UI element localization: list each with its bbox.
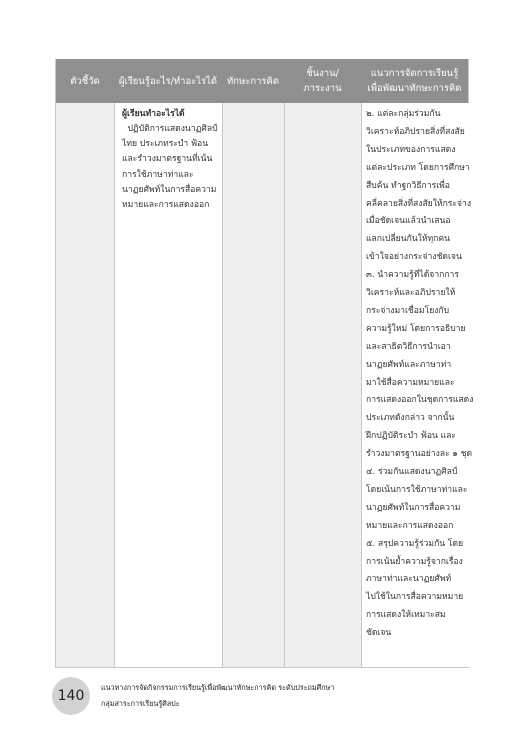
text-line: คลี่คลายสิ่งที่สงสัยให้กระจ่าง — [366, 198, 472, 209]
header-tasks: ชิ้นงาน/ ภาระงาน — [303, 68, 342, 94]
header-learning-approach: แนวการจัดการเรียนรู้ เพื่อพัฒนาทักษะการคิด — [367, 68, 462, 94]
text-line: นาฏยศัพท์และภาษาท่า — [366, 359, 452, 370]
text-line: และสาธิตวิธีการนำเอา — [366, 341, 451, 352]
text-line: ๒. แต่ละกลุ่มร่วมกัน — [366, 109, 441, 119]
text-line: ภาษาท่าและนาฏยศัพท์ — [366, 574, 452, 585]
text-line: เมื่อชัดเจนแล้วนำเสนอ — [366, 216, 451, 227]
text-line: แลกเปลี่ยนกันให้ทุกคน — [366, 234, 451, 245]
text-line: โดยเน้นการใช้ภาษาท่าและ — [366, 484, 468, 495]
column-thinking-skills — [222, 103, 285, 667]
text-line: หมายและการแสดงออก — [366, 520, 454, 531]
text-line: การแสดงให้เหมาะสม — [366, 610, 446, 621]
header-indicator: ตัวชี้วัด — [70, 75, 100, 87]
text-line: ในประเภทของการแสดง — [366, 144, 456, 155]
footer-subtitle: กลุ่มสาระการเรียนรู้ศิลปะ — [101, 699, 180, 708]
text-line: ความรู้ใหม่ โดยการอธิบาย — [366, 323, 466, 334]
header-thinking-skills: ทักษะการคิด — [226, 75, 280, 87]
text-line: แต่ละประเภท โดยการศึกษา — [366, 162, 470, 173]
text-line: ไปใช้ในการสื่อความหมาย — [366, 592, 464, 603]
text-line: ๔. ร่วมกันแสดงนาฏศิลป์ — [366, 467, 458, 477]
text-line: ฝึกปฏิบัติระบำ ฟ้อน และ — [366, 431, 457, 442]
text-line: ๓. นำความรู้ที่ได้จากการ — [366, 270, 459, 281]
lesson-table — [55, 59, 474, 668]
text-line: ประเภทดังกล่าว จากนั้น — [366, 413, 455, 424]
text-line: การใช้ภาษาท่าและ — [122, 169, 194, 180]
cell-heading: ผู้เรียนทำอะไรได้ — [122, 109, 185, 119]
text-line: นาฏยศัพท์ในการสื่อความ — [366, 502, 461, 513]
text-line: ๕. สรุปความรู้ร่วมกัน โดย — [366, 538, 464, 549]
text-line: วิเคราะห์และอภิปรายให้ — [366, 288, 456, 298]
text-line: นาฏยศัพท์ในการสื่อความ — [122, 184, 217, 195]
text-line: การเน้นย้ำความรู้จากเรื่อง — [366, 556, 463, 567]
page-number: 140 — [57, 688, 85, 704]
text-line: กระจ่างมาเชื่อมโยงกับ — [366, 305, 450, 316]
text-line: การแสดงออกในชุดการแสดง — [366, 395, 474, 406]
text-line: ชัดเจน — [366, 628, 392, 639]
column-tasks — [284, 103, 362, 667]
text-line: หมายและการแสดงออก — [122, 200, 210, 210]
text-line: รำวงมาตรฐานอย่างละ ๑ ชุด — [366, 449, 473, 460]
header-what-learners-can-do: ผู้เรียนรู้อะไร/ทำอะไรได้ — [118, 75, 218, 87]
text-line: สืบค้น ทำฐกวิธีการเพื่อ — [366, 180, 450, 191]
text-line: มาใช้สื่อความหมายและ — [366, 377, 455, 388]
page-number-badge — [52, 677, 90, 715]
footer-title: แนวทางการจัดกิจกรรมการเรียนรู้เพื่อพัฒนาทักษะการคิด ระดับประถมศึกษา — [101, 683, 335, 692]
text-line: และรำวงมาตรฐานที่เน้น — [122, 154, 213, 165]
text-line: เข้าใจอย่างกระจ่างชัดเจน — [366, 252, 462, 263]
text-line: ไทย ประเภทระบำ ฟ้อน — [122, 139, 209, 150]
text-line: ปฏิบัติการแสดงนาฏศิลป์ — [122, 124, 218, 134]
text-line: วิเคราะห์อภิปรายสิ่งที่สงสัย — [366, 126, 465, 137]
table-header-row — [56, 59, 468, 103]
